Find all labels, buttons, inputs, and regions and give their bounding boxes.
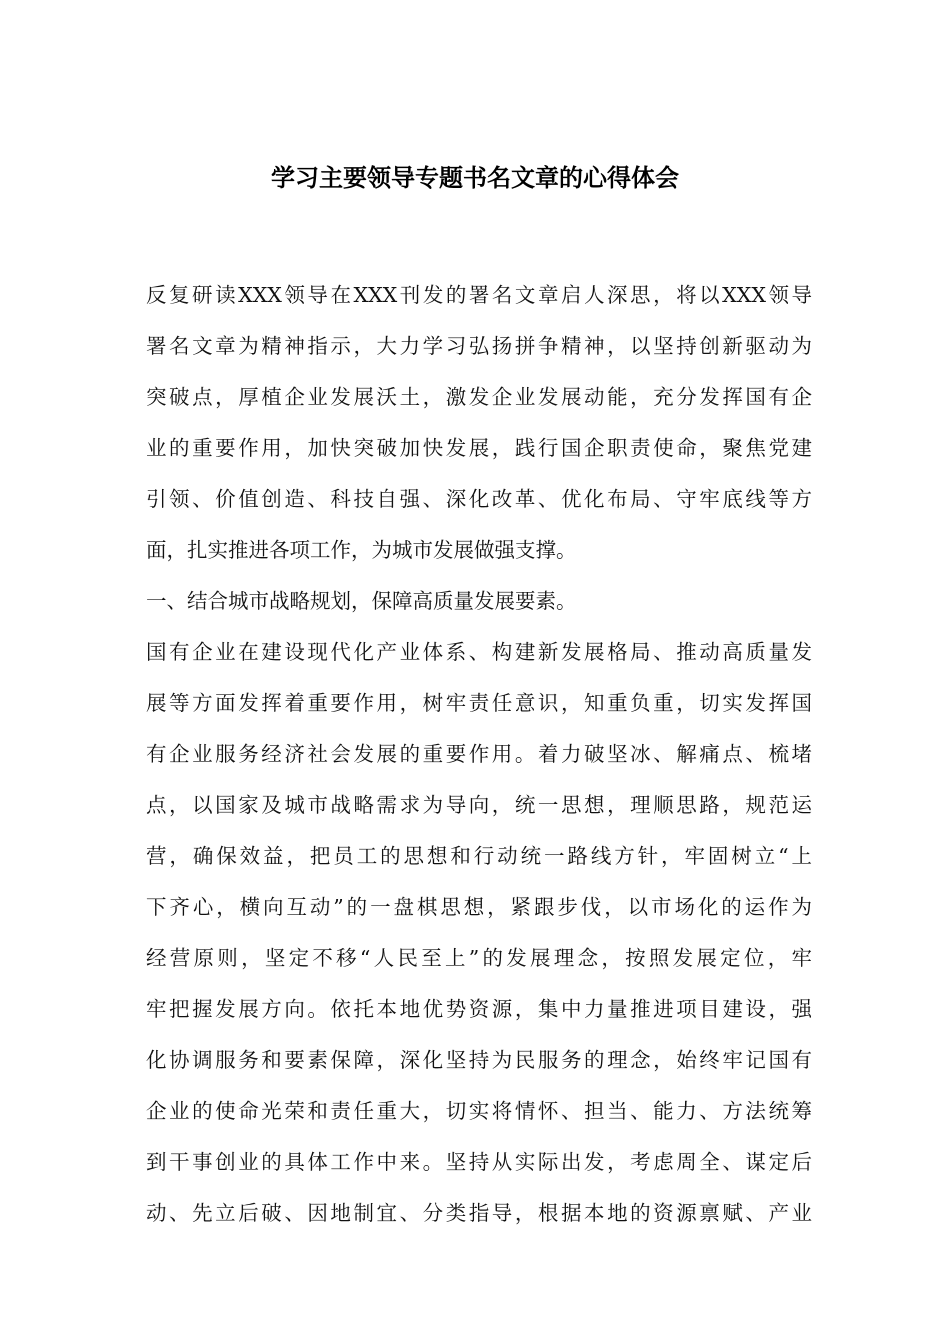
body-line: 有企业服务经济社会发展的重要作用。着力破坚冰、解痛点、梳堵 bbox=[146, 742, 812, 766]
section-heading: 一、结合城市战略规划，保障高质量发展要素。 bbox=[146, 589, 577, 613]
body-line: 国有企业在建设现代化产业体系、构建新发展格局、推动高质量发 bbox=[146, 640, 812, 664]
body-line: 化协调服务和要素保障，深化坚持为民服务的理念，始终牢记国有 bbox=[146, 1048, 812, 1072]
body-line: 营，确保效益，把员工的思想和行动统一路线方针，牢固树立“上 bbox=[146, 844, 812, 868]
body-line: 牢把握发展方向。依托本地优势资源，集中力量推进项目建设，强 bbox=[146, 997, 812, 1021]
body-line: 展等方面发挥着重要作用，树牢责任意识，知重负重，切实发挥国 bbox=[146, 691, 812, 715]
body-line: 突破点，厚植企业发展沃土，激发企业发展动能，充分发挥国有企 bbox=[146, 385, 812, 409]
body-line: 到干事创业的具体工作中来。坚持从实际出发，考虑周全、谋定后 bbox=[146, 1150, 812, 1174]
body-line: 面，扎实推进各项工作，为城市发展做强支撑。 bbox=[146, 538, 577, 562]
body-line: 经营原则，坚定不移“人民至上”的发展理念，按照发展定位，牢 bbox=[146, 946, 812, 970]
body-line: 点，以国家及城市战略需求为导向，统一思想，理顺思路，规范运 bbox=[146, 793, 812, 817]
body-line: 动、先立后破、因地制宜、分类指导，根据本地的资源禀赋、产业 bbox=[146, 1201, 812, 1225]
document-title: 学习主要领导专题书名文章的心得体会 bbox=[271, 164, 679, 192]
body-line: 业的重要作用，加快突破加快发展，践行国企职责使命，聚焦党建 bbox=[146, 436, 812, 460]
body-line: 反复研读XXX领导在XXX刊发的署名文章启人深思，将以XXX领导 bbox=[146, 283, 812, 307]
body-line: 署名文章为精神指示，大力学习弘扬拼争精神，以坚持创新驱动为 bbox=[146, 334, 812, 358]
document-body bbox=[146, 270, 812, 1239]
body-line: 下齐心，横向互动”的一盘棋思想，紧跟步伐，以市场化的运作为 bbox=[146, 895, 812, 919]
body-line: 引领、价值创造、科技自强、深化改革、优化布局、守牢底线等方 bbox=[146, 487, 812, 511]
body-line: 企业的使命光荣和责任重大，切实将情怀、担当、能力、方法统筹 bbox=[146, 1099, 812, 1123]
